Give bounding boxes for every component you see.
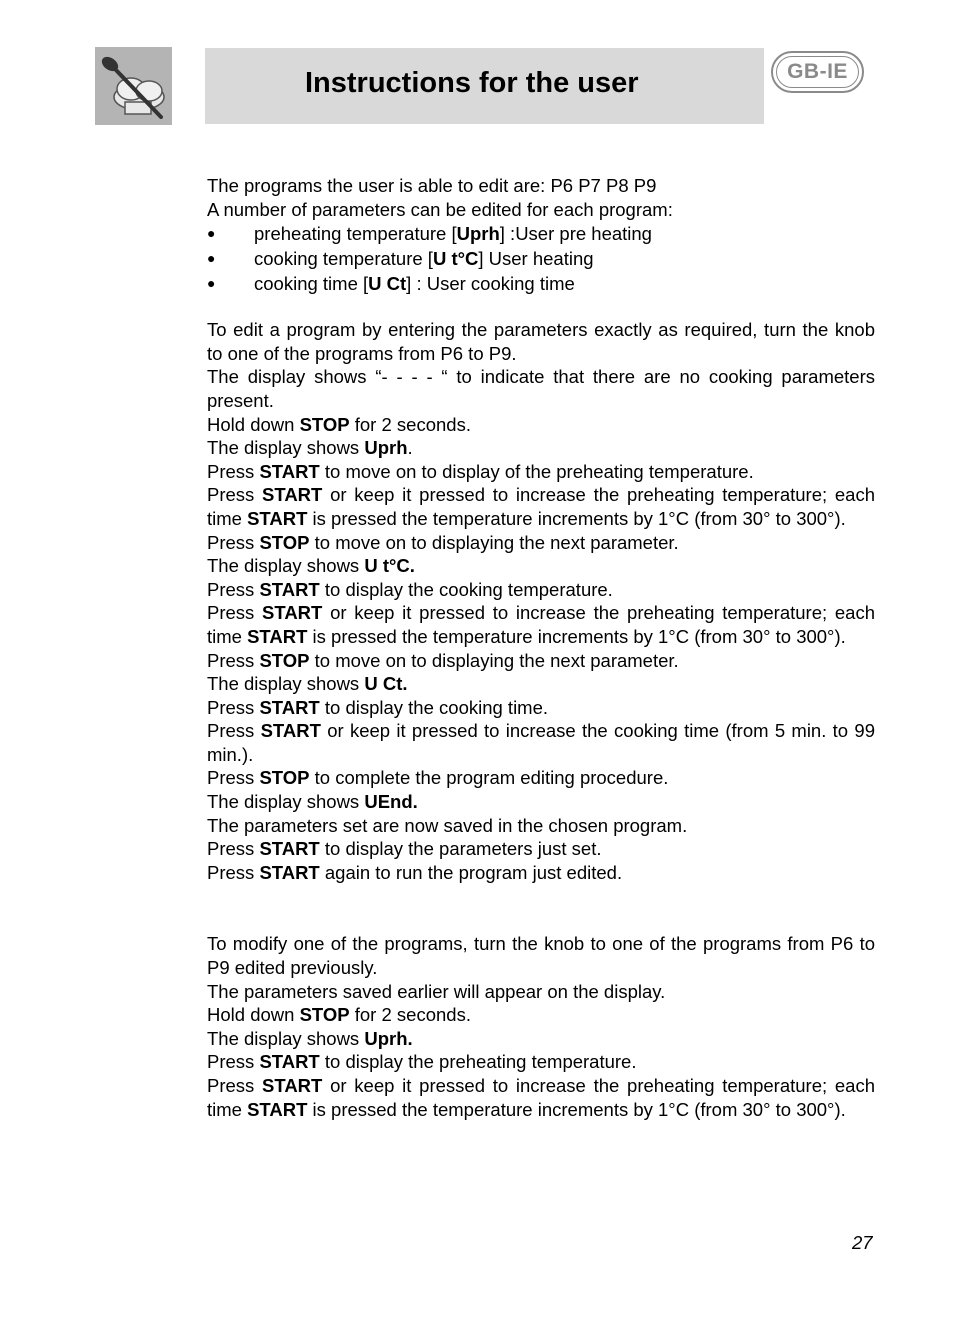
modify-procedure [207, 932, 875, 1121]
page-title: Instructions for the user [305, 67, 639, 99]
paragraph: Press STOP to complete the program editing procedure. [207, 767, 669, 789]
paragraph: Press START to display the cooking time. [207, 696, 549, 718]
edit-procedure [207, 318, 875, 884]
parameter-list [207, 221, 875, 296]
paragraph: The parameters set are now saved in the chosen program. [207, 814, 688, 836]
region-badge [771, 51, 864, 93]
paragraph: Press START or keep it pressed to increase the preheating temperature; each time START is pressed the temperature increments by 1°C (from 30° to 300°). [207, 1075, 875, 1120]
paragraph: Press START to move on to display of the preheating temperature. [207, 460, 754, 482]
paragraph: The display shows Uprh. [207, 1027, 413, 1049]
paragraph: The display shows U t°C. [207, 555, 415, 577]
paragraph: The display shows U Ct. [207, 673, 408, 695]
page-number: 27 [852, 1232, 873, 1253]
list-item: ● cooking time [U Ct] : User cooking time [207, 273, 575, 295]
paragraph: Press STOP to move on to displaying the next parameter. [207, 531, 679, 553]
list-item: ● preheating temperature [Uprh] :User pre heating [207, 223, 652, 245]
paragraph: Press START or keep it pressed to increase the cooking time (from 5 min. to 99 min.). [207, 720, 875, 765]
paragraph: Press START to display the parameters just set. [207, 838, 602, 860]
paragraph: Hold down STOP for 2 seconds. [207, 1004, 471, 1026]
paragraph: The display shows UEnd. [207, 791, 418, 813]
brand-logo [95, 47, 172, 125]
paragraph: Press START to display the preheating temperature. [207, 1051, 637, 1073]
paragraph: Press START or keep it pressed to increase the preheating temperature; each time START is pressed the temperature increments by 1°C (from 30° to 300°). [207, 484, 875, 529]
paragraph: To edit a program by entering the parameters exactly as required, turn the knob to one of the programs from P6 to P9. [207, 319, 875, 364]
parameters-line: A number of parameters can be edited for each program: [207, 198, 673, 220]
bullet-icon: ● [207, 250, 216, 267]
paragraph: The display shows Uprh. [207, 437, 413, 459]
paragraph: The display shows “- - - - “ to indicate that there are no cooking parameters present. [207, 366, 875, 411]
paragraph: Press START again to run the program just edited. [207, 861, 623, 883]
header-title-bar [205, 48, 764, 124]
list-item: ● cooking temperature [U t°C] User heating [207, 248, 594, 270]
paragraph: Press START or keep it pressed to increase the preheating temperature; each time START is pressed the temperature increments by 1°C (from 30° to 300°). [207, 602, 875, 647]
instructions-body [207, 174, 875, 1121]
paragraph: Press STOP to move on to displaying the next parameter. [207, 649, 679, 671]
paragraph: The parameters saved earlier will appear on the display. [207, 980, 666, 1002]
bullet-icon: ● [207, 275, 216, 292]
paragraph: Press START to display the cooking temperature. [207, 578, 613, 600]
bullet-icon: ● [207, 225, 216, 242]
region-badge-label: GB-IE [787, 60, 848, 83]
programs-line: The programs the user is able to edit are: P6 P7 P8 P9 [207, 175, 657, 196]
paragraph: Hold down STOP for 2 seconds. [207, 413, 471, 435]
spoon-chef-hat-icon [95, 47, 172, 125]
paragraph: To modify one of the programs, turn the knob to one of the programs from P6 to P9 edited previously. [207, 933, 875, 979]
